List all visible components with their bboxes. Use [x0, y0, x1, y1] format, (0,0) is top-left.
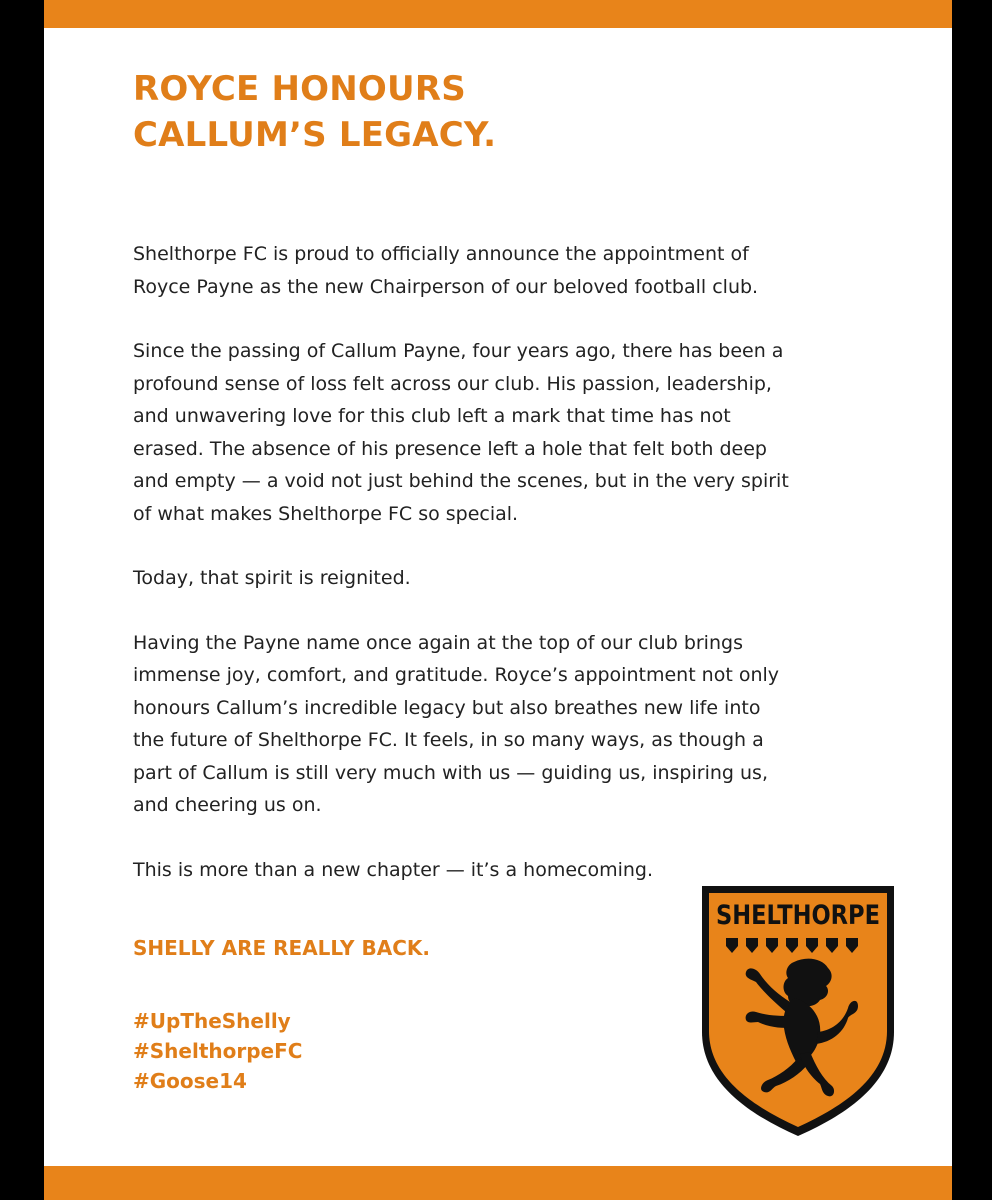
tagline: SHELLY ARE REALLY BACK.: [133, 936, 430, 960]
hashtag: #Goose14: [133, 1069, 247, 1093]
bottom-accent-bar: [44, 1166, 952, 1200]
headline: [133, 66, 793, 158]
hashtag-list: [133, 1006, 793, 1096]
hashtag: #ShelthorpeFC: [133, 1039, 303, 1063]
top-accent-bar: [44, 0, 952, 28]
paragraph-reignited: Today, that spirit is reignited.: [133, 567, 411, 589]
paragraph-payne-name: Having the Payne name once again at the top of our club brings immense joy, comfort, and gratitude. Royce’s appointment not only honours Callum’s incredible legacy but also breathes new life into the future of Shelthorpe FC. It feels, in so many ways, as though a part of Callum is still very much with us — guiding us, inspiring us, and cheering us on.: [133, 631, 780, 816]
paragraph-loss: Since the passing of Callum Payne, four years ago, there has been a profound sense of loss felt across our club. His passion, leadership, and unwavering love for this club left a mark that time has not erased. The absence of his presence left a hole that felt both deep and empty — a void not just behind the scenes, but in the very spirit of what makes Shelthorpe FC so special.: [133, 340, 789, 525]
announcement-page: [44, 0, 952, 1200]
announcement-content: [133, 66, 793, 1096]
hashtag: #UpTheShelly: [133, 1009, 291, 1033]
paragraph-homecoming: This is more than a new chapter — it’s a homecoming.: [133, 858, 654, 881]
headline-line-2: CALLUM’S LEGACY.: [133, 115, 497, 155]
crest-name: SHELTHORPE: [716, 900, 880, 931]
headline-line-1: ROYCE HONOURS: [133, 69, 466, 109]
club-crest: [698, 882, 898, 1140]
paragraph-appointment: Shelthorpe FC is proud to officially announce the appointment of Royce Payne as the new Chairperson of our beloved football club.: [133, 243, 759, 298]
